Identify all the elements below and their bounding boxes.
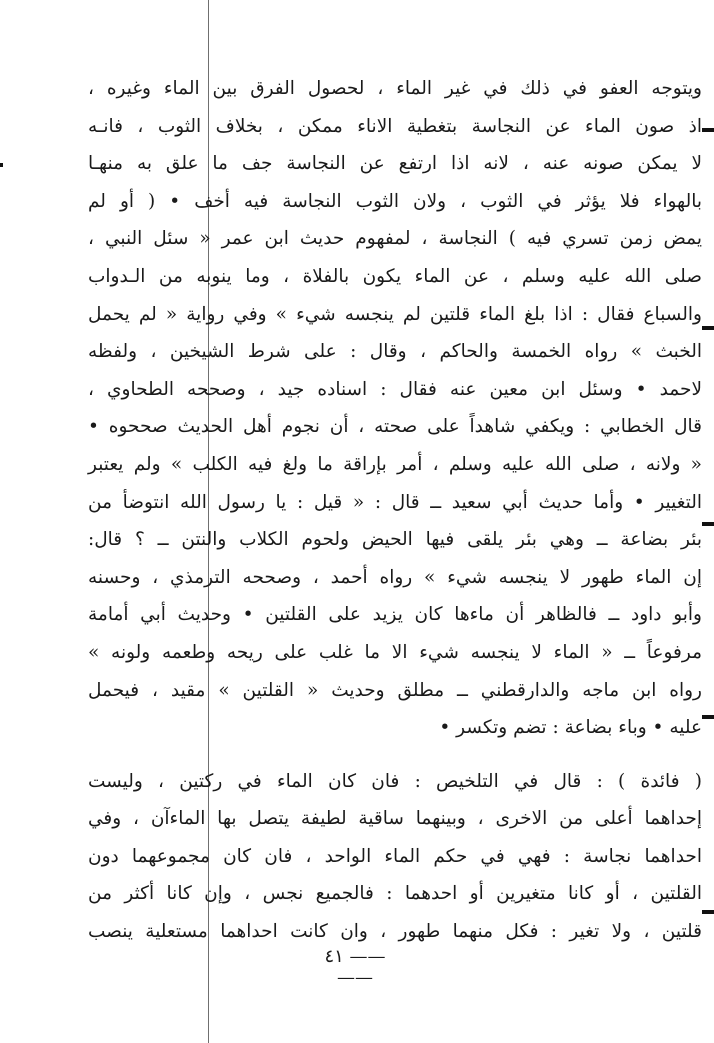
text-line: مرفوعاً ــ « الماء لا ينجسه شيء الا ما غلب على ريحه وطعمه ولونه »: [88, 641, 702, 663]
text-line: ( فائدة ) : قال في التلخيص : فان كان الماء في ركتين ، وليست: [88, 770, 702, 792]
text-line: القلتين ، أو كانا متغيرين أو احدهما : فالجميع نجس ، وإن كانا أكثر من: [88, 883, 702, 905]
text-line: التغيير • وأما حديث أبي سعيد ــ قال : « قيل : يا رسول الله انتوضأ من: [88, 491, 702, 513]
text-line: رواه ابن ماجه والدارقطني ــ مطلق وحديث « القلتين » مقيد ، فيحمل: [88, 679, 702, 701]
paragraph: [88, 70, 706, 747]
text-line: إحداهما أعلى من الاخرى ، وبينهما ساقية لطيفة يتصل بها الماءآن ، وفي: [88, 808, 702, 830]
text-line: لاحمد • وسئل ابن معين عنه فقال : اسناده جيد ، وصححه الطحاوي ،: [88, 378, 702, 400]
text-line: بالهواء فلا يؤثر في الثوب ، ولان الثوب النجاسة فيه أخف • ( أو لم: [88, 190, 702, 212]
page-number-dash: ——: [337, 967, 373, 988]
text-line: قال الخطابي : ويكفي شاهداً على صحته ، أن نجوم أهل الحديث صححوه •: [88, 416, 702, 438]
text-line: اذ صون الماء عن النجاسة بتغطية الاناء ممكن ، بخلاف الثوب ، فانـه: [88, 115, 702, 137]
text-line: احداهما نجاسة : فهي في حكم الماء الواحد ، فان كان مجموعهما دون: [88, 845, 702, 867]
text-line: ويتوجه العفو في ذلك في غير الماء ، لحصول الفرق بين الماء وغيره ،: [88, 78, 702, 99]
page-text: [88, 70, 706, 951]
page-number: [310, 946, 400, 988]
text-line: بئر بضاعة ــ وهي بئر يلقى فيها الحيض ولحوم الكلاب والنتن ــ ؟ قال:: [88, 529, 702, 551]
text-line: وأبو داود ــ فالظاهر أن ماءها كان يزيد على القلتين • وحديث أبي أمامة: [88, 604, 702, 626]
text-line: يمض زمن تسري فيه ) النجاسة ، لمفهوم حديث ابن عمر « سئل النبي ،: [88, 228, 702, 250]
page-number-value: ٤١: [324, 946, 344, 967]
text-line: والسباع فقال : اذا بلغ الماء قلتين لم ينجسه شيء » وفي رواية « لم يحمل: [88, 303, 702, 325]
text-line: قلتين ، ولا تغير : فكل منهما طهور ، وان كانت احداهما مستعلية ينصب: [88, 921, 702, 943]
paragraph: [88, 763, 706, 951]
text-line: « ولانه ، صلى الله عليه وسلم ، أمر بإراقة ما ولغ فيه الكلب » ولم يعتبر: [88, 453, 702, 475]
text-line: صلى الله عليه وسلم ، عن الماء يكون بالفلاة ، وما ينوبه من الـدواب: [88, 265, 702, 287]
scan-edge-mark: [0, 163, 3, 167]
text-line: الخبث » رواه الخمسة والحاكم ، وقال : على شرط الشيخين ، ولفظه: [88, 341, 702, 363]
text-line: لا يمكن صونه عنه ، لانه اذا ارتفع عن النجاسة جف ما علق به منهـا: [88, 153, 702, 175]
page-number-dash: ——: [349, 946, 386, 967]
text-line: عليه • وباء بضاعة : تضم وتكسر •: [439, 717, 702, 739]
text-line: إن الماء طهور لا ينجسه شيء » رواه أحمد ، وصححه الترمذي ، وحسنه: [88, 566, 702, 588]
paragraph-gap: [88, 747, 706, 763]
